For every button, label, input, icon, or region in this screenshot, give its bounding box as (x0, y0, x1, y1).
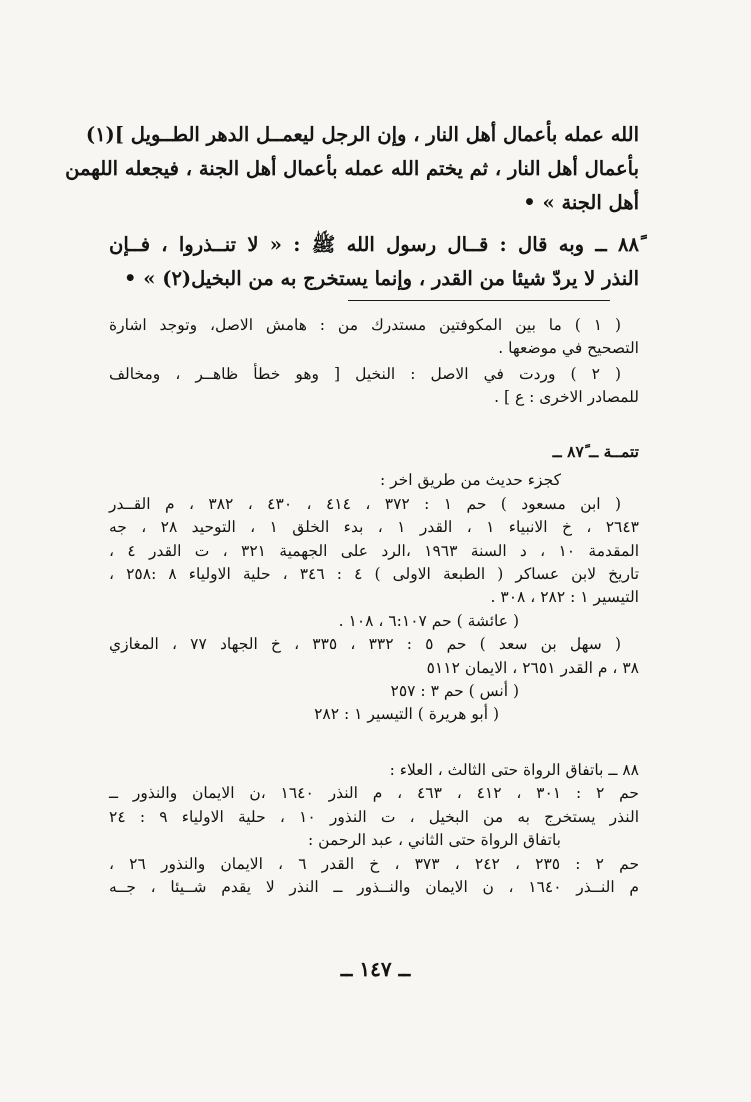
footnote-line: ( ١ ) ما بين المكوفتين مستدرك من : هامش الاصل، وتوجد اشارة (109, 316, 621, 334)
reference-line: ٣٨ ، م القدر ٢٦٥١ ، الايمان ٥١١٢ (426, 658, 639, 677)
reference-line: التيسير ١ : ٢٨٢ ، ٣٠٨ . (490, 588, 639, 607)
section-88-heading: ٨٨ ــ باتفاق الرواة حتى الثالث ، العلاء : (389, 760, 639, 779)
reference-line: ( أبو هريرة ) التيسير ١ : ٢٨٢ (314, 705, 499, 724)
references-block (109, 440, 639, 899)
reference-line: كجزء حديث من طريق اخر : (379, 471, 561, 490)
main-text-line: الله عمله بأعمال أهل النار ، وإن الرجل ليعمــل الدهر الطــويل ](١) (85, 123, 639, 146)
reference-line: النذر يستخرج به من البخيل ، ت النذور ١٠ ، حلية الاولياء ٩ : ٢٤ (109, 807, 640, 826)
tatimma-heading: تتمــة ــ ٨٧ً ــ (552, 442, 639, 461)
reference-line: حم ٢ : ٢٣٥ ، ٢٤٢ ، ٣٧٣ ، خ القدر ٦ ، الايمان والنذور ٢٦ ، (109, 854, 640, 873)
footnote-line: التصحيح في موضعها . (498, 339, 639, 358)
hadith-88-line: ٨٨ً ــ وبه قال : قــال رسول الله ﷺ : « لا تنــذروا ، فــإن (109, 233, 639, 256)
reference-line: باتفاق الرواة حتى الثاني ، عبد الرحمن : (308, 831, 561, 850)
reference-line: ( عائشة ) حم ٦:١٠٧ ، ١٠٨ . (338, 611, 519, 630)
reference-line: ( أنس ) حم ٣ : ٢٥٧ (390, 682, 519, 701)
footnote-line: للمصادر الاخرى : ع ] . (494, 388, 639, 407)
reference-line: ( ابن مسعود ) حم ١ : ٣٧٢ ، ٤١٤ ، ٤٣٠ ، ٣٨٢ ، م القــدر (109, 494, 622, 513)
reference-line: ( سهل بن سعد ) حم ٥ : ٣٣٢ ، ٣٣٥ ، خ الجهاد ٧٧ ، المغازي (109, 635, 621, 654)
main-text-line: أهل الجنة » • (523, 191, 639, 214)
footnote-divider (348, 300, 610, 301)
reference-line: المقدمة ١٠ ، د السنة ١٩٦٣ ،الرد على الجهمية ٣٢١ ، ت القدر ٤ ، (109, 541, 640, 560)
footnotes-block (109, 314, 639, 410)
reference-line: تاريخ لابن عساكر ( الطبعة الاولى ) ٤ : ٣٤٦ ، حلية الاولياء ٨ :٢٥٨ ، (109, 565, 640, 584)
reference-line: م النــذر ١٦٤٠ ، ن الايمان والنــذور ــ النذر لا يقدم شــيئا ، جــه (109, 877, 639, 896)
reference-line: ٢٦٤٣ ، خ الانبياء ١ ، القدر ١ ، بدء الخلق ١ ، التوحيد ٢٨ ، جه (109, 518, 639, 537)
page-number: ــ ١٤٧ ــ (340, 957, 411, 981)
reference-line: حم ٢ : ٣٠١ ، ٤١٢ ، ٤٦٣ ، م النذر ١٦٤٠ ،ن الايمان والنذور ــ (109, 784, 640, 803)
main-text-line: بأعمال أهل النار ، ثم يختم الله عمله بأعمال أهل الجنة ، فيجعله اللهمن (65, 157, 639, 180)
footnote-line: ( ٢ ) وردت في الاصل : النخيل [ وهو خطأ ظاهــر ، ومخالف (109, 364, 621, 383)
main-text-block (65, 118, 639, 296)
hadith-88-line: النذر لا يردّ شيئا من القدر ، وإنما يستخرج به من البخيل(٢) » • (123, 267, 639, 290)
